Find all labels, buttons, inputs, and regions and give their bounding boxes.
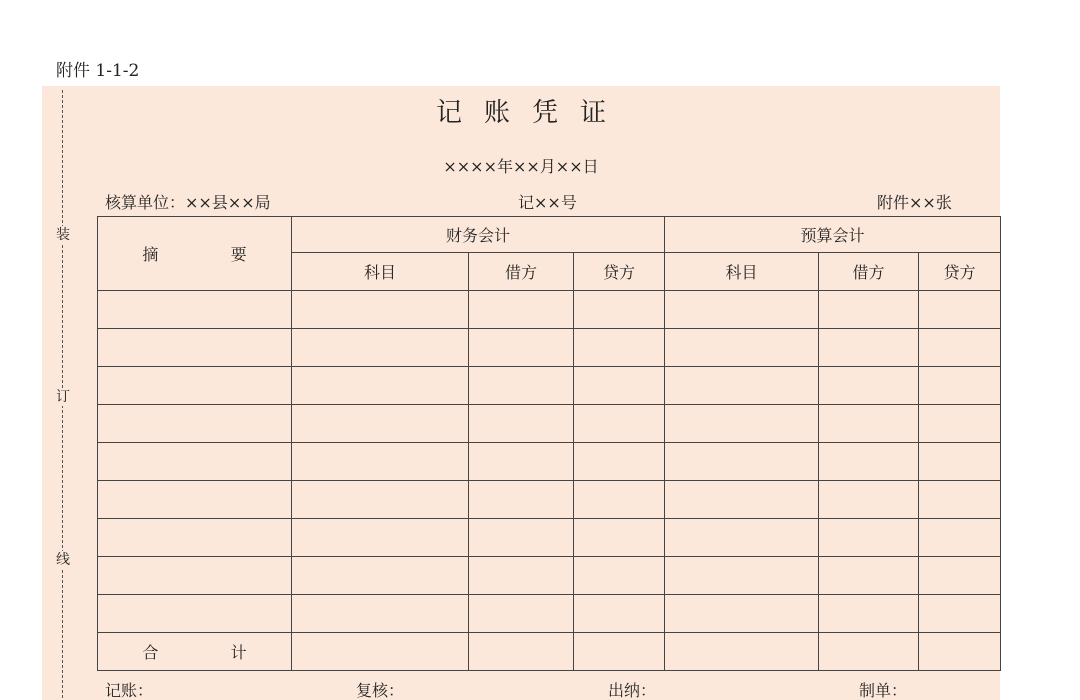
- fin-credit-cell[interactable]: [574, 481, 665, 519]
- total-fin-subject-cell[interactable]: [292, 633, 469, 671]
- reviewer-signature: 复核：: [356, 681, 405, 700]
- total-label: [98, 633, 292, 671]
- fin-credit-cell[interactable]: [574, 595, 665, 633]
- summary-cell[interactable]: [98, 291, 292, 329]
- table-row: [98, 405, 1001, 443]
- bud-subject-cell[interactable]: [665, 595, 819, 633]
- fin-credit-cell[interactable]: [574, 519, 665, 557]
- fin-credit-cell[interactable]: [574, 557, 665, 595]
- bookkeeper-signature: 记账：: [105, 681, 154, 700]
- summary-cell[interactable]: [98, 519, 292, 557]
- accounting-unit: 核算单位：××县××局: [105, 193, 271, 212]
- total-bud-subject-cell[interactable]: [665, 633, 819, 671]
- bud-credit-cell[interactable]: [919, 329, 1001, 367]
- summary-header: [98, 217, 292, 291]
- fin-credit-cell[interactable]: [574, 367, 665, 405]
- summary-cell[interactable]: [98, 329, 292, 367]
- binding-char-ding: 订: [56, 389, 70, 405]
- fin-debit-cell[interactable]: [469, 519, 574, 557]
- summary-cell[interactable]: [98, 405, 292, 443]
- bud-credit-cell[interactable]: [919, 405, 1001, 443]
- bud-subject-cell[interactable]: [665, 557, 819, 595]
- bud-subject-cell[interactable]: [665, 367, 819, 405]
- cashier-signature: 出纳：: [608, 681, 657, 700]
- total-row: [98, 633, 1001, 671]
- fin-debit-cell[interactable]: [469, 595, 574, 633]
- fin-credit-cell[interactable]: [574, 405, 665, 443]
- budget-accounting-header: 预算会计: [665, 217, 1001, 253]
- bud-debit-cell[interactable]: [819, 443, 919, 481]
- fin-credit-header: 贷方: [574, 253, 665, 291]
- bud-credit-cell[interactable]: [919, 519, 1001, 557]
- fin-credit-cell[interactable]: [574, 291, 665, 329]
- fin-debit-cell[interactable]: [469, 481, 574, 519]
- bud-subject-header: 科目: [665, 253, 819, 291]
- bud-debit-header: 借方: [819, 253, 919, 291]
- binding-char-zhuang: 装: [56, 227, 70, 243]
- financial-accounting-header: 财务会计: [292, 217, 665, 253]
- fin-debit-cell[interactable]: [469, 367, 574, 405]
- summary-header-a: 摘: [142, 245, 159, 264]
- bud-debit-cell[interactable]: [819, 329, 919, 367]
- fin-credit-cell[interactable]: [574, 443, 665, 481]
- preparer-signature: 制单：: [859, 681, 908, 700]
- total-fin-debit-cell[interactable]: [469, 633, 574, 671]
- fin-subject-cell[interactable]: [292, 405, 469, 443]
- bud-debit-cell[interactable]: [819, 291, 919, 329]
- fin-subject-cell[interactable]: [292, 481, 469, 519]
- bud-subject-cell[interactable]: [665, 443, 819, 481]
- fin-debit-cell[interactable]: [469, 443, 574, 481]
- summary-header-b: 要: [230, 245, 247, 264]
- voucher-title: 记账凭证: [435, 98, 628, 128]
- bud-subject-cell[interactable]: [665, 329, 819, 367]
- table-row: [98, 595, 1001, 633]
- binding-char-xian: 线: [56, 552, 70, 568]
- total-bud-credit-cell[interactable]: [919, 633, 1001, 671]
- total-label-a: 合: [142, 643, 159, 662]
- table-row: [98, 557, 1001, 595]
- voucher-form: [42, 86, 1000, 700]
- bud-credit-header: 贷方: [919, 253, 1001, 291]
- summary-cell[interactable]: [98, 367, 292, 405]
- fin-subject-cell[interactable]: [292, 367, 469, 405]
- bud-subject-cell[interactable]: [665, 481, 819, 519]
- summary-cell[interactable]: [98, 481, 292, 519]
- voucher-table: [97, 216, 1001, 671]
- fin-debit-cell[interactable]: [469, 557, 574, 595]
- fin-subject-header: 科目: [292, 253, 469, 291]
- fin-subject-cell[interactable]: [292, 519, 469, 557]
- total-label-b: 计: [230, 643, 247, 662]
- fin-debit-cell[interactable]: [469, 329, 574, 367]
- bud-credit-cell[interactable]: [919, 595, 1001, 633]
- table-row: [98, 367, 1001, 405]
- bud-subject-cell[interactable]: [665, 405, 819, 443]
- total-fin-credit-cell[interactable]: [574, 633, 665, 671]
- fin-debit-cell[interactable]: [469, 405, 574, 443]
- attachment-label: 附件 1-1-2: [56, 61, 140, 81]
- fin-subject-cell[interactable]: [292, 557, 469, 595]
- summary-cell[interactable]: [98, 557, 292, 595]
- fin-credit-cell[interactable]: [574, 329, 665, 367]
- bud-credit-cell[interactable]: [919, 443, 1001, 481]
- bud-debit-cell[interactable]: [819, 595, 919, 633]
- bud-debit-cell[interactable]: [819, 481, 919, 519]
- bud-debit-cell[interactable]: [819, 367, 919, 405]
- voucher-date: ××××年××月××日: [443, 157, 599, 176]
- bud-debit-cell[interactable]: [819, 557, 919, 595]
- fin-subject-cell[interactable]: [292, 443, 469, 481]
- fin-subject-cell[interactable]: [292, 595, 469, 633]
- summary-cell[interactable]: [98, 443, 292, 481]
- bud-subject-cell[interactable]: [665, 291, 819, 329]
- total-bud-debit-cell[interactable]: [819, 633, 919, 671]
- bud-debit-cell[interactable]: [819, 405, 919, 443]
- attachment-count: 附件××张: [877, 193, 952, 212]
- bud-subject-cell[interactable]: [665, 519, 819, 557]
- fin-debit-header: 借方: [469, 253, 574, 291]
- table-row: [98, 291, 1001, 329]
- voucher-number: 记××号: [518, 193, 577, 212]
- bud-credit-cell[interactable]: [919, 481, 1001, 519]
- fin-subject-cell[interactable]: [292, 291, 469, 329]
- fin-subject-cell[interactable]: [292, 329, 469, 367]
- bud-credit-cell[interactable]: [919, 367, 1001, 405]
- table-row: [98, 329, 1001, 367]
- bud-credit-cell[interactable]: [919, 291, 1001, 329]
- bud-debit-cell[interactable]: [819, 519, 919, 557]
- table-row: [98, 519, 1001, 557]
- summary-cell[interactable]: [98, 595, 292, 633]
- table-row: [98, 443, 1001, 481]
- table-row: [98, 481, 1001, 519]
- bud-credit-cell[interactable]: [919, 557, 1001, 595]
- fin-debit-cell[interactable]: [469, 291, 574, 329]
